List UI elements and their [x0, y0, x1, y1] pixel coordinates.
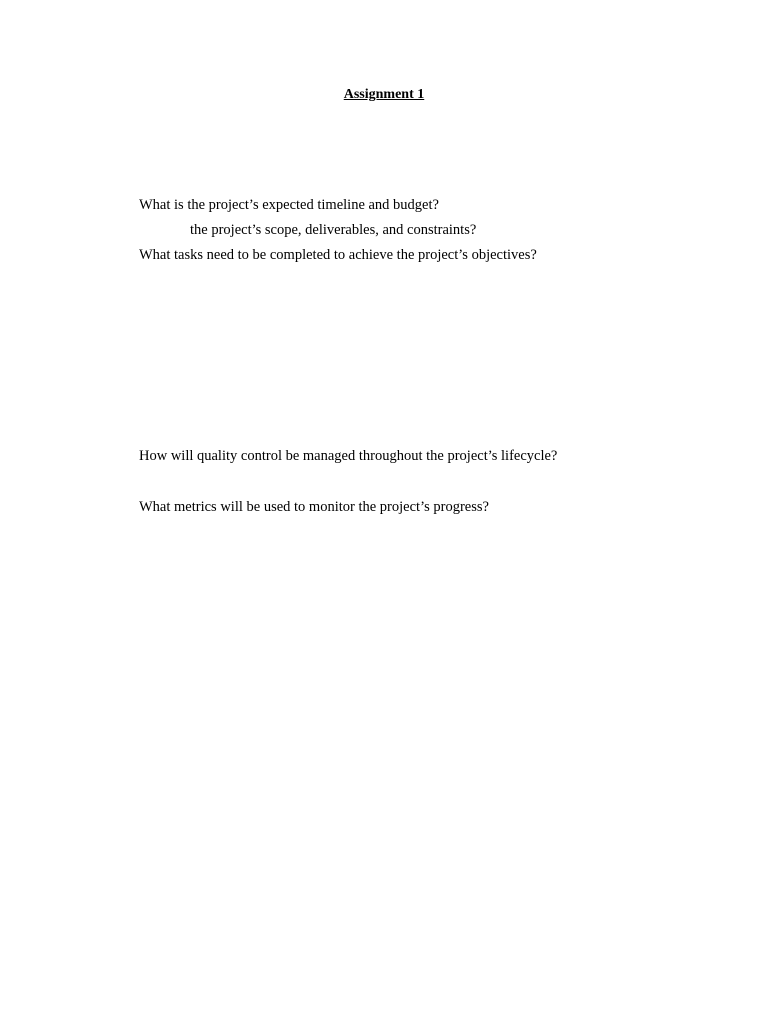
question-scope-deliverables: the project’s scope, deliverables, and constraints?	[190, 222, 477, 238]
question-timeline-budget: What is the project’s expected timeline and budget?	[139, 197, 439, 213]
question-metrics: What metrics will be used to monitor the project’s progress?	[139, 499, 489, 515]
question-quality-control: How will quality control be managed throughout the project’s lifecycle?	[139, 448, 558, 464]
question-tasks: What tasks need to be completed to achieve the project’s objectives?	[139, 247, 537, 263]
document-title: Assignment 1	[343, 87, 425, 102]
